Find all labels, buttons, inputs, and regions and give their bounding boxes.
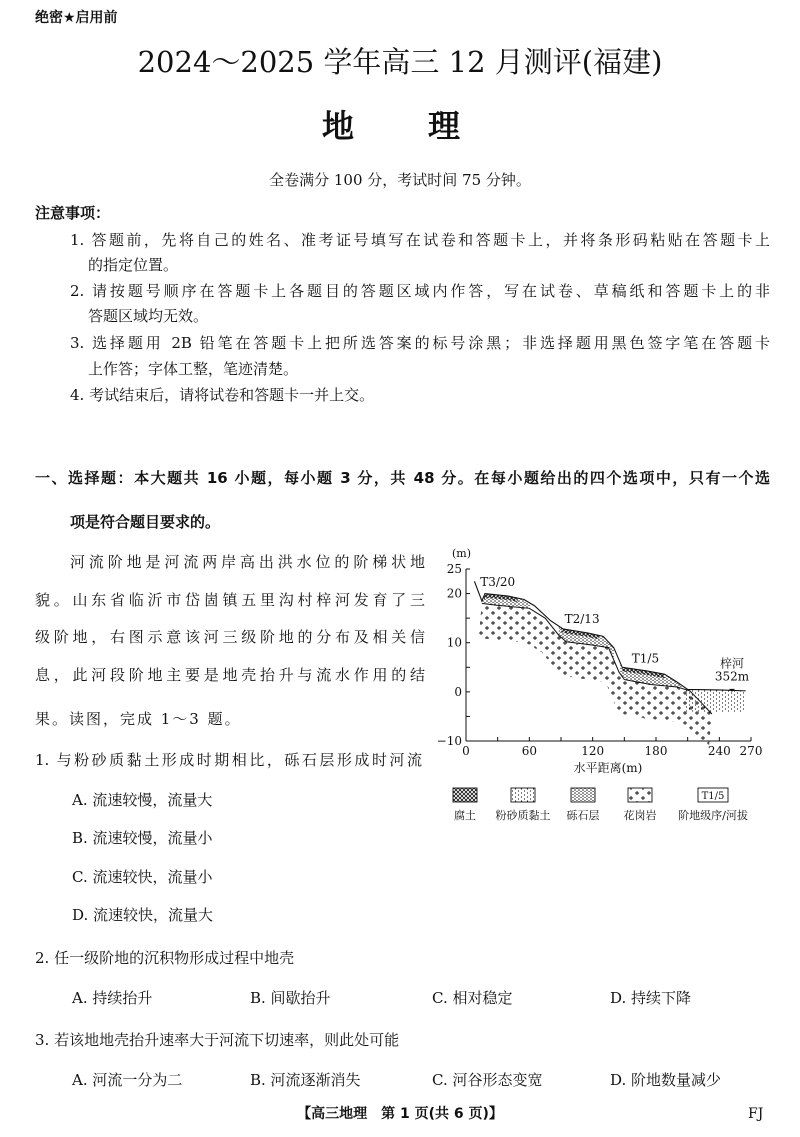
x-tick-label: 60 bbox=[521, 744, 537, 758]
legend-label: 腐土 bbox=[454, 809, 476, 822]
note-2: 2. 请按题号顺序在答题卡上各题目的答题区域内作答，写在试卷、草稿纸和答题卡上的非 bbox=[70, 282, 770, 300]
y-tick-label: −10 bbox=[436, 734, 462, 748]
question-3-stem: 3. 若该地地壳抬升速率大于河流下切速率，则此处可能 bbox=[35, 1031, 400, 1049]
q2-option-b[interactable]: B. 间歇抬升 bbox=[250, 989, 331, 1007]
gravel-layer bbox=[686, 688, 745, 712]
secrecy-label: 绝密★启用前 bbox=[35, 10, 118, 26]
q1-option-b[interactable]: B. 流速较慢，流量小 bbox=[72, 829, 213, 847]
notes-heading: 注意事项： bbox=[35, 204, 111, 222]
terrace-label: T1/5 bbox=[631, 651, 660, 666]
legend-swatch-gravel bbox=[571, 788, 595, 802]
passage-line: 貌。山东省临沂市岱崮镇五里沟村梓河发育了三 bbox=[35, 591, 425, 609]
terrace-label: T3/20 bbox=[480, 575, 516, 590]
question-2-stem: 2. 任一级阶地的沉积物形成过程中地壳 bbox=[35, 949, 295, 967]
note-3-cont: 上作答；字体工整，笔迹清楚。 bbox=[88, 360, 299, 378]
note-3: 3. 选择题用 2B 铅笔在答题卡上把所选答案的标号涂黑；非选择题用黑色签字笔在答题卡 bbox=[70, 334, 770, 352]
q1-option-d[interactable]: D. 流速较快，流量大 bbox=[72, 906, 214, 924]
subject-char-2: 理 bbox=[428, 107, 461, 145]
river-name: 梓河 bbox=[719, 656, 745, 671]
legend-sample: T1/5 bbox=[701, 791, 725, 802]
q2-option-d[interactable]: D. 持续下降 bbox=[610, 989, 692, 1007]
legend-swatch-silt bbox=[511, 788, 535, 802]
passage-line: 河流阶地是河流两岸高出洪水位的阶梯状地 bbox=[70, 553, 425, 571]
y-tick-label: 10 bbox=[446, 635, 462, 650]
x-axis-label: 水平距离(m) bbox=[573, 761, 643, 775]
q2-option-a[interactable]: A. 持续抬升 bbox=[72, 989, 153, 1007]
note-2-cont: 答题区域均无效。 bbox=[88, 307, 209, 325]
legend-swatch-granite bbox=[628, 788, 652, 802]
q1-option-a[interactable]: A. 流速较慢，流量大 bbox=[72, 791, 213, 809]
section-heading: 一、选择题：本大题共 16 小题，每小题 3 分，共 48 分。在每小题给出的四个选项中，只有一个选 bbox=[35, 469, 770, 487]
passage-line: 果。读图，完成 1～3 题。 bbox=[35, 710, 242, 728]
y-axis-unit: (m) bbox=[452, 547, 472, 560]
note-4: 4. 考试结束后，请将试卷和答题卡一并上交。 bbox=[70, 386, 375, 404]
note-1: 1. 答题前，先将自己的姓名、准考证号填写在试卷和答题卡上，并将条形码粘贴在答题卡上 bbox=[70, 231, 770, 249]
legend-swatch-crosshatch bbox=[453, 788, 477, 802]
x-tick-label: 120 bbox=[581, 744, 605, 758]
x-tick-label: 270 bbox=[739, 744, 763, 758]
note-1-cont: 的指定位置。 bbox=[88, 256, 179, 274]
footer-page: 【高三地理 第 1 页(共 6 页)】 bbox=[297, 1106, 503, 1122]
legend-label: 砾石层 bbox=[566, 809, 600, 822]
q3-option-a[interactable]: A. 河流一分为二 bbox=[72, 1071, 183, 1089]
river-elevation: 352m bbox=[714, 669, 750, 684]
q2-option-c[interactable]: C. 相对稳定 bbox=[432, 989, 513, 1007]
q1-option-c[interactable]: C. 流速较快，流量小 bbox=[72, 868, 213, 886]
y-tick-label: 0 bbox=[454, 684, 462, 699]
y-tick-label: 25 bbox=[446, 562, 462, 576]
q3-option-b[interactable]: B. 河流逐渐消失 bbox=[250, 1071, 361, 1089]
section-heading-cont: 项是符合题目要求的。 bbox=[70, 513, 221, 531]
question-1-stem: 1. 与粉砂质黏土形成时期相比，砾石层形成时河流 bbox=[35, 751, 422, 769]
q3-option-d[interactable]: D. 阶地数量减少 bbox=[610, 1071, 722, 1089]
legend-label: 阶地级序/河拔 bbox=[678, 809, 748, 822]
subject-char-1: 地 bbox=[322, 107, 355, 145]
terrace-label: T2/13 bbox=[564, 612, 600, 627]
q3-option-c[interactable]: C. 河谷形态变宽 bbox=[432, 1071, 543, 1089]
passage-line: 息，此河段阶地主要是地壳抬升与流水作用的结 bbox=[35, 666, 425, 684]
legend-label: 粉砂质黏土 bbox=[495, 809, 551, 822]
x-tick-label: 180 bbox=[644, 744, 668, 758]
passage-line: 级阶地，右图示意该河三级阶地的分布及相关信 bbox=[35, 628, 425, 646]
x-tick-label: 240 bbox=[707, 744, 731, 758]
x-tick-label: 0 bbox=[462, 744, 470, 758]
exam-info: 全卷满分 100 分，考试时间 75 分钟。 bbox=[269, 171, 531, 189]
terrace-profile-chart bbox=[430, 540, 800, 830]
legend-label: 花岗岩 bbox=[623, 809, 657, 822]
y-tick-label: 20 bbox=[446, 586, 462, 601]
exam-title: 2024～2025 学年高三 12 月测评(福建) bbox=[137, 45, 663, 79]
footer-code: FJ bbox=[748, 1106, 764, 1122]
